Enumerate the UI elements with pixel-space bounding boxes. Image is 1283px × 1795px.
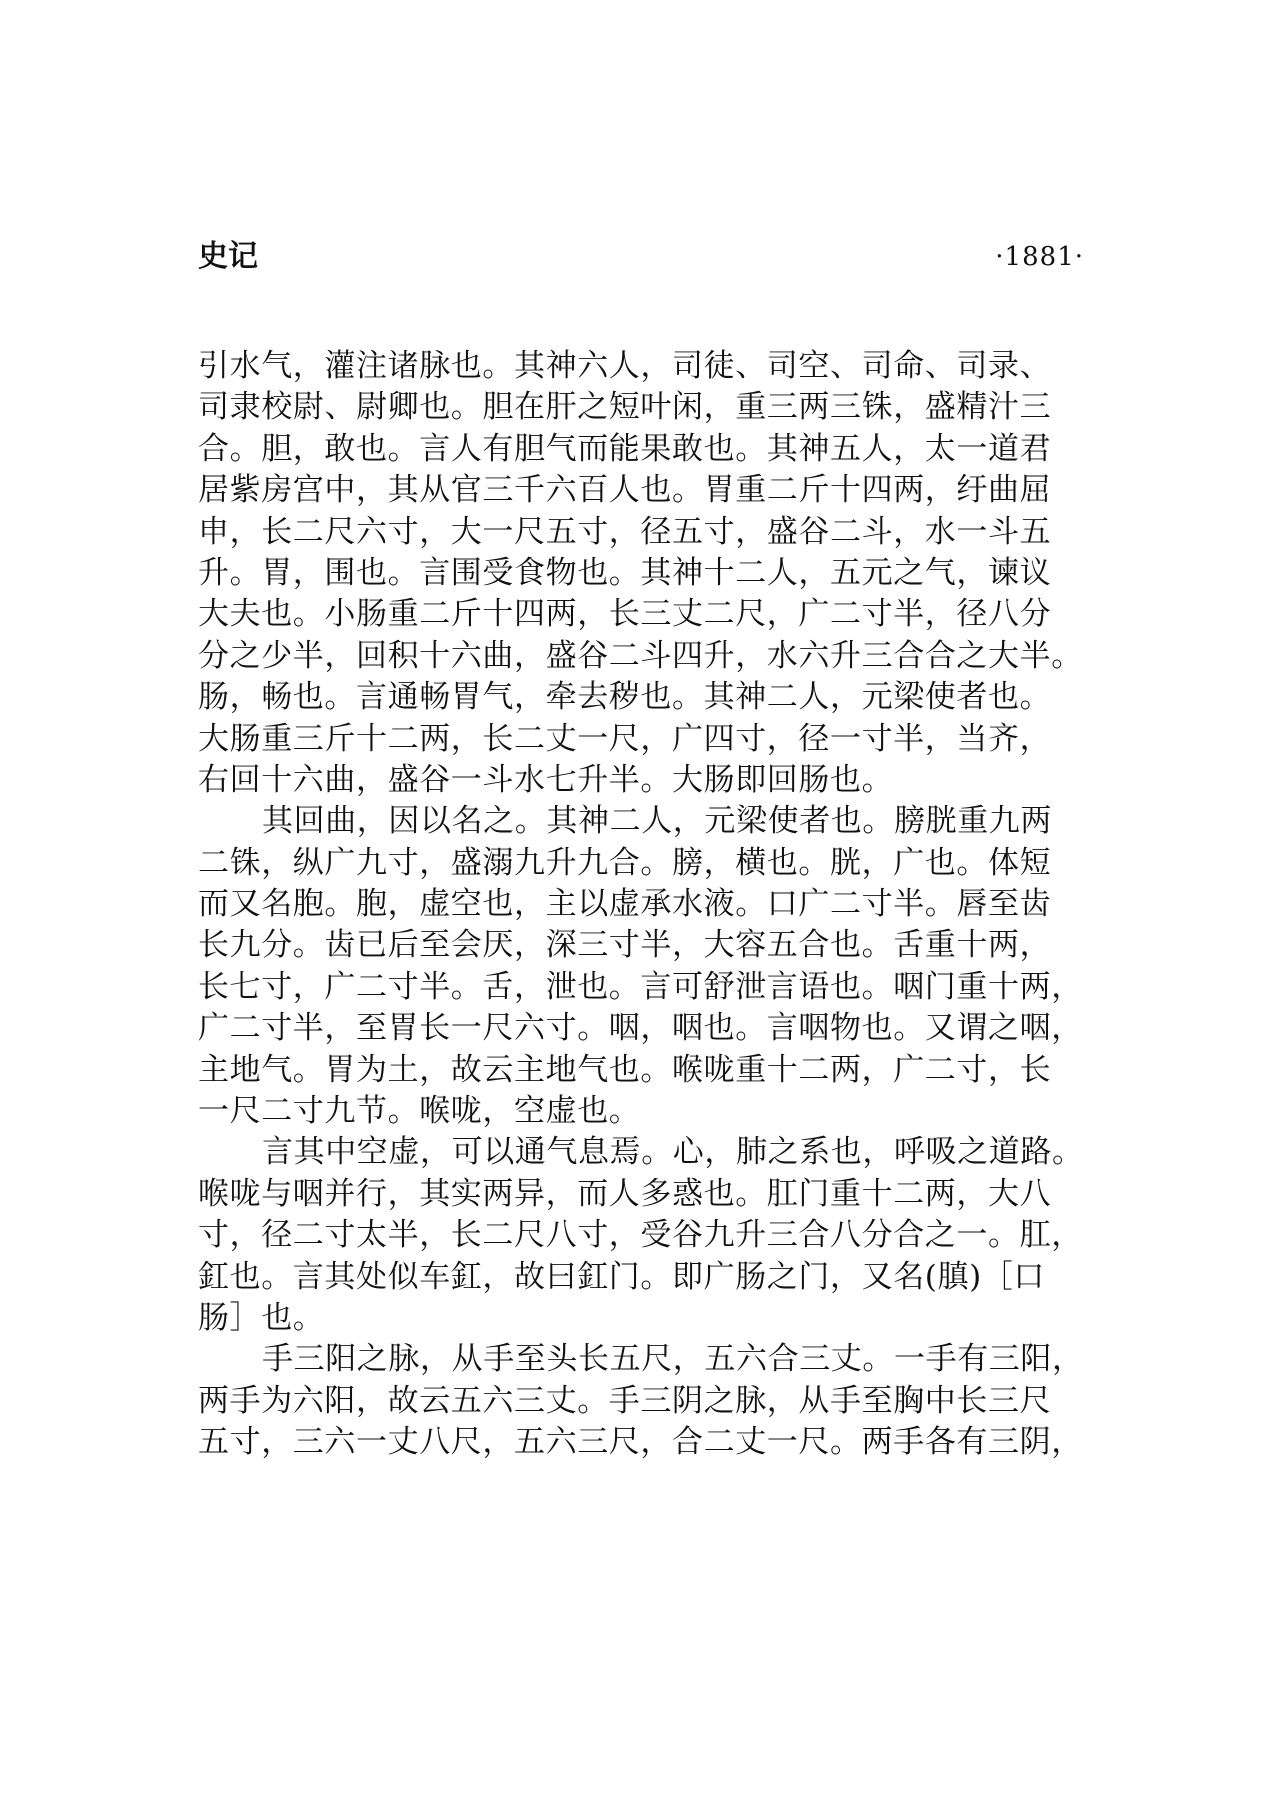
text-line: 大夫也。小肠重二斤十四两，长三丈二尺，广二寸半，径八分 <box>198 596 1052 633</box>
text-line: 手三阳之脉，从手至头长五尺，五六合三丈。一手有三阳， <box>262 1341 1084 1378</box>
running-title: 史记 <box>198 239 258 274</box>
text-line: 寸，径二寸太半，长二尺八寸，受谷九升三合八分合之一。肛， <box>198 1217 1083 1254</box>
text-line: 司隶校尉、尉卿也。胆在肝之短叶闲，重三两三铢，盛精汁三 <box>198 389 1052 426</box>
text-line: 釭也。言其处似车釭，故曰釭门。即广肠之门，又名(䐜)［口 <box>198 1258 1045 1295</box>
text-line: 而又名胞。胞，虚空也，主以虚承水液。口广二寸半。唇至齿 <box>198 886 1052 923</box>
text-line: 言其中空虚，可以通气息焉。心，肺之系也，呼吸之道路。 <box>262 1134 1084 1171</box>
text-line: 广二寸半，至胃长一尺六寸。咽，咽也。言咽物也。又谓之咽， <box>198 1010 1083 1047</box>
page-header <box>198 236 1084 278</box>
text-line: 喉咙与咽并行，其实两异，而人多惑也。肛门重十二两，大八 <box>198 1175 1052 1212</box>
text-line: 肠］也。 <box>198 1299 325 1336</box>
text-line: 合。胆，敢也。言人有胆气而能果敢也。其神五人，太一道君 <box>198 430 1052 467</box>
text-line: 引水气，灌注诸脉也。其神六人，司徒、司空、司命、司录、 <box>198 348 1052 384</box>
text-line: 五寸，三六一丈八尺，五六三尺，合二丈一尺。两手各有三阴， <box>198 1424 1083 1461</box>
text-line: 一尺二寸九节。喉咙，空虚也。 <box>198 1093 641 1130</box>
page-number: ·1881· <box>995 242 1084 272</box>
text-line: 长九分。齿已后至会厌，深三寸半，大容五合也。舌重十两， <box>198 927 1052 964</box>
text-line: 居紫房宫中，其从官三千六百人也。胃重二斤十四两，纡曲屈 <box>198 472 1052 509</box>
text-line: 大肠重三斤十二两，长二丈一尺，广四寸，径一寸半，当齐， <box>198 720 1052 757</box>
text-line: 其回曲，因以名之。其神二人，元梁使者也。膀胱重九两 <box>262 803 1052 840</box>
text-line: 肠，畅也。言通畅胃气，牵去秽也。其神二人，元梁使者也。 <box>198 679 1052 716</box>
text-line: 长七寸，广二寸半。舌，泄也。言可舒泄言语也。咽门重十两， <box>198 968 1083 1005</box>
body-text <box>198 346 1098 1464</box>
text-line: 申，长二尺六寸，大一尺五寸，径五寸，盛谷二斗，水一斗五 <box>198 513 1052 550</box>
text-line: 主地气。胃为土，故云主地气也。喉咙重十二两，广二寸，长 <box>198 1051 1052 1088</box>
text-line: 两手为六阳，故云五六三丈。手三阴之脉，从手至胸中长三尺 <box>198 1382 1052 1419</box>
text-line: 右回十六曲，盛谷一斗水七升半。大肠即回肠也。 <box>198 761 894 798</box>
text-line: 二铢，纵广九寸，盛溺九升九合。膀，横也。胱，广也。体短 <box>198 844 1052 881</box>
text-line: 升。胃，围也。言围受食物也。其神十二人，五元之气，谏议 <box>198 554 1052 591</box>
text-line: 分之少半，回积十六曲，盛谷二斗四升，水六升三合合之大半。 <box>198 637 1083 674</box>
